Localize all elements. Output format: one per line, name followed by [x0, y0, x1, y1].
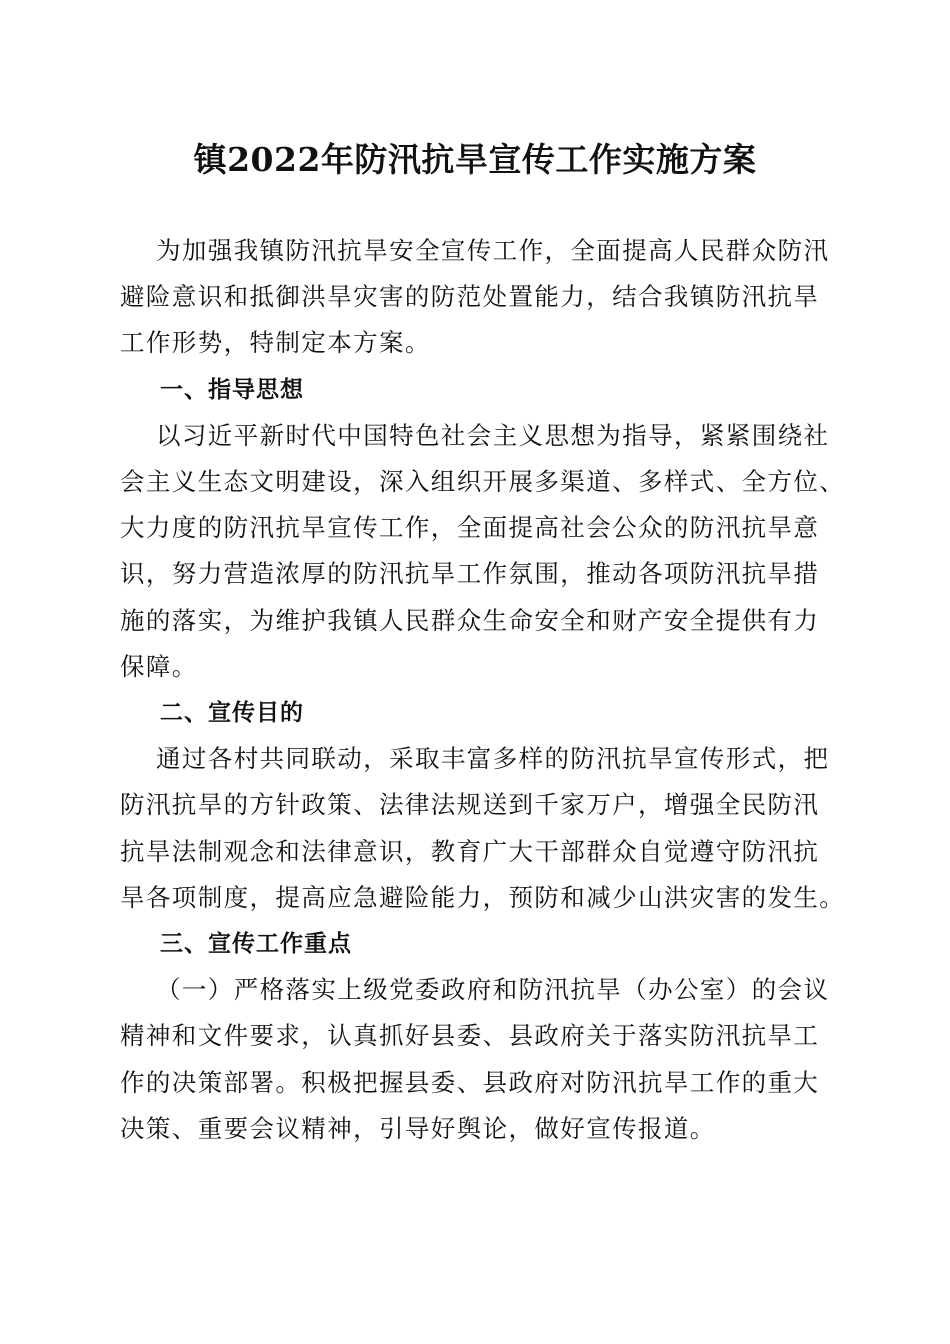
paragraph-line: 通过各村共同联动，采取丰富多样的防汛抗旱宣传形式，把	[156, 744, 830, 774]
paragraph-line: （一）严格落实上级党委政府和防汛抗旱（办公室）的会议	[156, 975, 830, 1005]
intro-paragraph	[120, 228, 835, 367]
paragraph-line: 决策、重要会议精神，引导好舆论，做好宣传报道。	[120, 1113, 716, 1143]
section-paragraph-work-focus	[120, 967, 835, 1152]
paragraph-line: 工作形势，特制定本方案。	[120, 328, 431, 358]
document-body	[120, 228, 846, 1152]
section-paragraph-publicity-purpose	[120, 736, 846, 921]
section-heading-guiding-ideology: 一、指导思想	[160, 376, 304, 403]
paragraph-line: 以习近平新时代中国特色社会主义思想为指导，紧紧围绕社	[156, 420, 830, 450]
paragraph-line: 施的落实，为维护我镇人民群众生命安全和财产安全提供有力	[120, 605, 820, 635]
paragraph-line: 大力度的防汛抗旱宣传工作，全面提高社会公众的防汛抗旱意	[120, 513, 820, 543]
paragraph-line: 旱各项制度，提高应急避险能力，预防和减少山洪灾害的发生。	[120, 882, 846, 912]
section-heading-publicity-purpose: 二、宣传目的	[160, 700, 304, 727]
paragraph-line: 识，努力营造浓厚的防汛抗旱工作氛围，推动各项防汛抗旱措	[120, 559, 820, 589]
paragraph-line: 抗旱法制观念和法律意识，教育广大干部群众自觉遵守防汛抗	[120, 836, 820, 866]
section-paragraph-guiding-ideology	[120, 413, 846, 690]
paragraph-line: 作的决策部署。积极把握县委、县政府对防汛抗旱工作的重大	[120, 1067, 820, 1097]
document-title: 镇2022年防汛抗旱宣传工作实施方案	[193, 140, 757, 179]
paragraph-line: 避险意识和抵御洪旱灾害的防范处置能力，结合我镇防汛抗旱	[120, 282, 820, 312]
paragraph-line: 为加强我镇防汛抗旱安全宣传工作，全面提高人民群众防汛	[156, 236, 830, 265]
paragraph-line: 保障。	[120, 651, 198, 681]
paragraph-line: 防汛抗旱的方针政策、法律法规送到千家万户，增强全民防汛	[120, 790, 820, 820]
section-heading-work-focus: 三、宣传工作重点	[160, 931, 352, 958]
paragraph-line: 精神和文件要求，认真抓好县委、县政府关于落实防汛抗旱工	[120, 1021, 820, 1051]
paragraph-line: 会主义生态文明建设，深入组织开展多渠道、多样式、全方位、	[120, 467, 846, 497]
